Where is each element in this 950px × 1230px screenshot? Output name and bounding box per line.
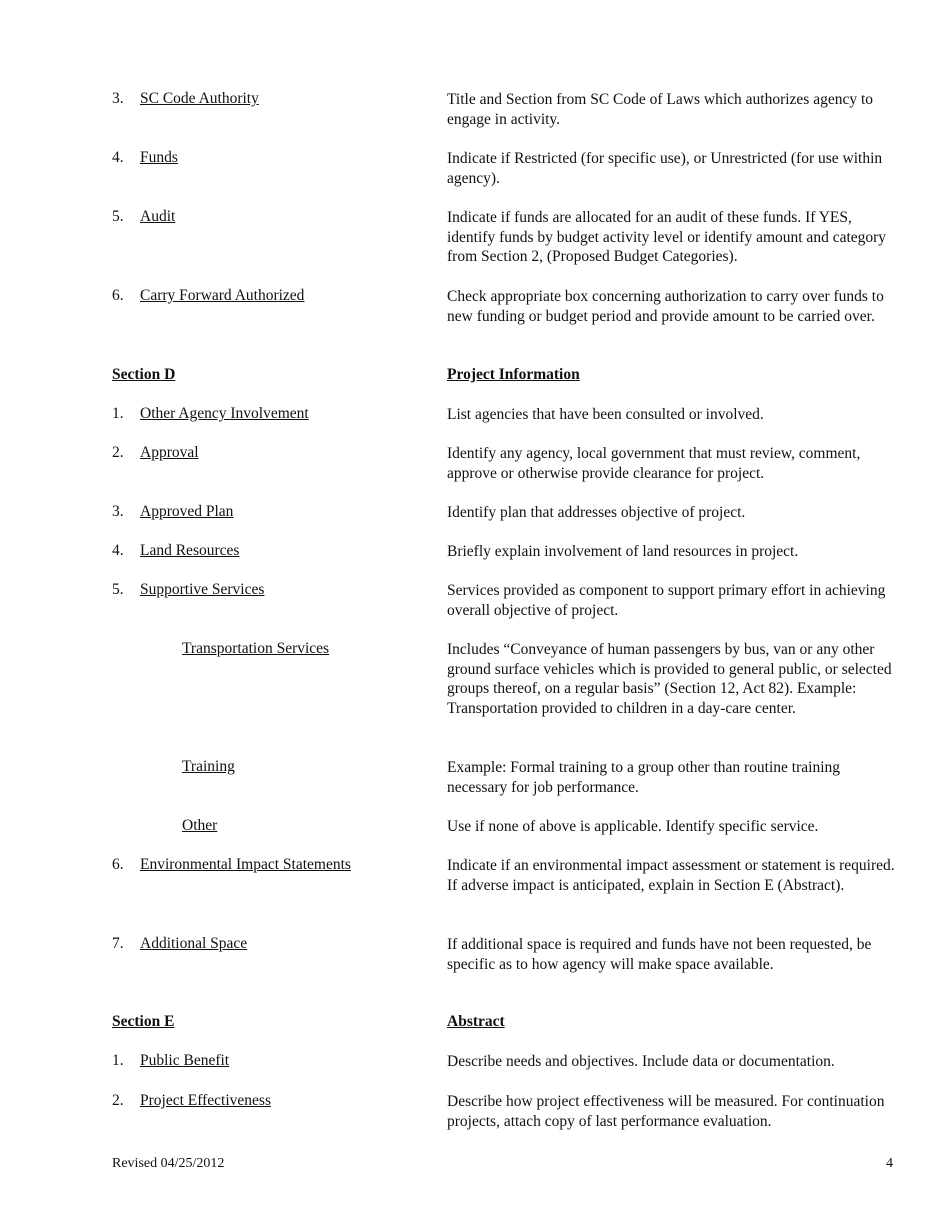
item-label: Carry Forward Authorized	[140, 287, 305, 304]
item-label: Funds	[140, 149, 178, 166]
item-description: Includes “Conveyance of human passengers by bus, van or any other ground surface vehicles which is provided to general public, or selected groups thereof, on a regular basis” (Section 12, Act 82). Example: Transportation provided to children in a day-care center.	[447, 641, 892, 717]
item-description: If additional space is required and funds have not been requested, be specific as to how agency will make space available.	[447, 936, 872, 973]
item-label: Supportive Services	[140, 581, 265, 598]
item-number: 6.	[112, 856, 124, 873]
page-number: 4	[886, 1156, 893, 1171]
item-label: Audit	[140, 208, 176, 225]
item-label: Project Effectiveness	[140, 1092, 271, 1109]
item-number: 2.	[112, 1092, 124, 1109]
item-number: 3.	[112, 90, 124, 107]
item-description: Indicate if funds are allocated for an audit of these funds. If YES, identify funds by budget activity level or identify amount and category from Section 2, (Proposed Budget Categories).	[447, 209, 887, 266]
item-description: Identify plan that addresses objective of project.	[447, 504, 746, 521]
item-label: SC Code Authority	[140, 90, 259, 107]
item-label: Environmental Impact Statements	[140, 856, 351, 873]
item-number: 5.	[112, 581, 124, 598]
item-label: Other Agency Involvement	[140, 405, 309, 422]
item-label: Transportation Services	[182, 640, 330, 657]
item-description: Check appropriate box concerning authorization to carry over funds to new funding or budget period and provide amount to be carried over.	[447, 288, 884, 325]
section-title: Abstract	[447, 1013, 505, 1030]
item-description: Title and Section from SC Code of Laws which authorizes agency to engage in activity.	[447, 91, 874, 128]
item-number: 2.	[112, 444, 124, 461]
item-description: Describe how project effectiveness will be measured. For continuation projects, attach copy of last performance evaluation.	[447, 1093, 885, 1130]
section-label: Section E	[112, 1013, 175, 1030]
item-description: Example: Formal training to a group other than routine training necessary for job performance.	[447, 759, 841, 796]
item-description: Describe needs and objectives. Include data or documentation.	[447, 1053, 835, 1070]
item-label: Land Resources	[140, 542, 240, 559]
item-number: 1.	[112, 405, 124, 422]
item-number: 1.	[112, 1052, 124, 1069]
item-number: 4.	[112, 149, 124, 166]
item-label: Public Benefit	[140, 1052, 230, 1069]
item-description: Indicate if an environmental impact assessment or statement is required. If adverse impact is anticipated, explain in Section E (Abstract).	[447, 857, 895, 894]
item-label: Additional Space	[140, 935, 248, 952]
revision-date: Revised 04/25/2012	[112, 1156, 225, 1171]
section-title: Project Information	[447, 366, 580, 383]
section-label: Section D	[112, 366, 176, 383]
item-description: Services provided as component to support primary effort in achieving overall objective of project.	[447, 582, 886, 619]
item-description: List agencies that have been consulted or involved.	[447, 406, 764, 423]
item-label: Other	[182, 817, 218, 834]
item-number: 6.	[112, 287, 124, 304]
item-description: Indicate if Restricted (for specific use), or Unrestricted (for use within agency).	[447, 150, 883, 187]
item-label: Training	[182, 758, 235, 775]
item-number: 7.	[112, 935, 124, 952]
item-label: Approved Plan	[140, 503, 234, 520]
item-description: Use if none of above is applicable. Identify specific service.	[447, 818, 819, 835]
item-number: 3.	[112, 503, 124, 520]
item-number: 4.	[112, 542, 124, 559]
item-number: 5.	[112, 208, 124, 225]
item-description: Briefly explain involvement of land resources in project.	[447, 543, 799, 560]
item-description: Identify any agency, local government that must review, comment, approve or otherwise provide clearance for project.	[447, 445, 861, 482]
item-label: Approval	[140, 444, 199, 461]
